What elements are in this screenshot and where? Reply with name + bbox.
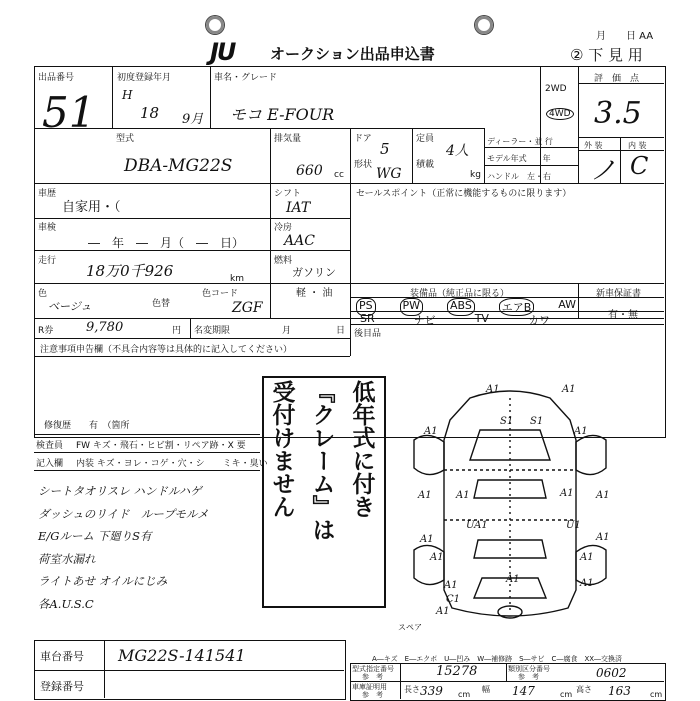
equip-airbag: エアB (499, 298, 535, 316)
date-labels: 月 日 AA (596, 31, 654, 42)
width-value: 147 (512, 684, 535, 698)
model-label: 型式 (116, 134, 135, 144)
recycle-label: R券 (38, 326, 54, 336)
shift-value: IAT (286, 200, 311, 216)
diagram-mark: A1 (574, 426, 588, 437)
diagram-mark: A1 (506, 574, 520, 585)
score-label: 評 価 点 (594, 74, 640, 84)
diagram-mark: S1 (530, 416, 544, 427)
inspector-label: 検査員 (36, 441, 64, 451)
km-label: km (230, 274, 244, 284)
diagram-mark: A1 (580, 578, 594, 589)
diagram-mark: A1 (580, 552, 594, 563)
dealer-label: ディーラー・並 行 (487, 137, 553, 146)
punch-hole-right (475, 16, 493, 34)
width-label: 幅 (482, 685, 490, 694)
diagram-mark: C1 (446, 594, 461, 605)
grid-line (484, 147, 578, 148)
ref-label-2: 参 考 (518, 673, 539, 681)
grid-line (484, 128, 485, 183)
note-line: ライトあせ オイルにじみ (38, 574, 168, 588)
grid-line (190, 318, 191, 338)
grid-line (506, 663, 507, 681)
capacity-label: 定員 (416, 134, 435, 144)
note-line: E/Gルーム 下廻りS有 (38, 529, 152, 543)
grid-line (34, 283, 664, 284)
form-title: オークション出品申込書 (270, 45, 435, 63)
stamp-text (262, 380, 382, 604)
grid-line (270, 183, 271, 318)
car-grade-label: 車名・グレード (214, 73, 278, 83)
grid-line (34, 470, 260, 471)
recycle-value: 9,780 (86, 320, 124, 335)
diagram-mark: A1 (444, 580, 458, 591)
history-label: 車歴 (38, 189, 57, 199)
ref-label-1: 参 考 (362, 673, 383, 681)
cert-label: 車庫証明用 (352, 683, 387, 691)
exterior-label: 外 装 (584, 141, 603, 150)
name-change-label: 名変期限 (194, 326, 231, 336)
kg-label: kg (470, 170, 481, 180)
repair-history-label: 修復歴 有 （箇所 (44, 421, 130, 431)
equip-sr: SR (360, 312, 375, 325)
grid-line (34, 318, 664, 319)
grid-line (412, 128, 413, 183)
diagram-mark: A1 (424, 426, 438, 437)
grid-line (34, 128, 484, 129)
entry-label: 記入欄 (36, 459, 64, 469)
equip-leather: カワ (527, 314, 550, 327)
yen-label: 円 (172, 326, 182, 336)
stamp-line: 『クレーム』は (308, 380, 336, 541)
diagram-mark: U1 (566, 520, 581, 531)
grid-line (34, 452, 260, 453)
height-value: 163 (608, 684, 631, 698)
grid-line (350, 128, 351, 356)
mileage-label: 走行 (38, 256, 57, 266)
equip-navi: ナビ (413, 314, 436, 327)
note-line: 各A.U.S.C (38, 596, 94, 611)
load-label: 積載 (416, 160, 435, 170)
grid-line (350, 681, 664, 682)
equip-ps: PS (356, 298, 376, 316)
punch-hole-left (206, 16, 224, 34)
inspector-codes: FW キズ・飛石・ヒビ割・リペア跡・X 要 (76, 441, 246, 451)
warranty-label: 新車保証書 (596, 289, 642, 299)
color-code-value: ZGF (232, 300, 263, 316)
model-year-label: モデル年式 年 (487, 154, 551, 163)
diagram-mark: A1 (560, 488, 574, 499)
cc-label: cc (334, 170, 344, 180)
grid-line (34, 338, 350, 339)
equipment-label: 装備品（純正品に限る） (410, 289, 510, 299)
rear-seat-label: 後目品 (354, 329, 382, 339)
day-label: 日 (336, 326, 346, 336)
capacity-value: 4人 (446, 143, 469, 159)
diagram-mark: A1 (456, 490, 470, 501)
cm-label-1: cm (458, 690, 471, 699)
shape-label: 形状 (354, 160, 373, 170)
shift-label: シフト (274, 189, 302, 199)
entry-codes: 内装 キズ・ヨレ・コゲ・穴・シ ミキ・臭い (76, 459, 268, 469)
first-reg-label: 初度登録年月 (117, 73, 172, 83)
grid-line (34, 218, 350, 219)
height-label: 高さ (576, 685, 592, 694)
diagram-mark: S1 (500, 416, 514, 427)
score-value: 3.5 (594, 96, 642, 131)
chassis-no-value: MG22S-141541 (118, 646, 246, 665)
cooler-value: AAC (284, 233, 315, 249)
class-no-value: 0602 (596, 666, 627, 680)
copy-label: ② 下 見 用 (570, 46, 643, 64)
note-line: 荷室水漏れ (38, 551, 96, 566)
inspection-date: ― 年 ― 月（ ― 日） (88, 236, 245, 250)
equip-aw: AW (558, 298, 576, 311)
grid-line (270, 128, 271, 183)
fuel-label: 燃料 (274, 256, 293, 266)
diagram-mark: UA1 (466, 520, 488, 531)
diagram-mark: A1 (430, 552, 444, 563)
drive-4wd-label: 4WD (546, 108, 574, 120)
diagram-mark: A1 (436, 606, 450, 617)
type-no-label: 型式指定番号 (352, 665, 394, 673)
equip-pw: PW (400, 298, 424, 316)
sales-point-label: セールスポイント（正常に機能するものに限ります） (356, 189, 572, 199)
stamp-line: 低年式に付き (348, 380, 376, 518)
color-change-label: 色替 (152, 299, 171, 309)
color-value: ベージュ (48, 300, 92, 313)
chassis-no-label: 車台番号 (40, 650, 84, 663)
history-value: 自家用・（ (62, 200, 121, 215)
diagram-mark: A1 (420, 534, 434, 545)
exterior-grade-value: ノ (590, 156, 617, 186)
grid-line (578, 283, 579, 318)
mileage-value: 18万0千926 (86, 262, 174, 280)
grid-line (34, 356, 350, 357)
grid-line (112, 66, 113, 128)
year-value: 18 (140, 104, 160, 122)
inspection-label: 車検 (38, 223, 57, 233)
doors-value: 5 (380, 140, 390, 158)
grid-line (104, 640, 105, 698)
era-value: H (122, 88, 133, 102)
interior-label: 内 装 (628, 141, 647, 150)
cm-label-2: cm (560, 690, 573, 699)
cooler-label: 冷房 (274, 223, 293, 233)
type-no-value: 15278 (436, 664, 478, 679)
drive-2wd-label: 2WD (545, 84, 567, 94)
reg-no-label: 登録番号 (40, 680, 84, 693)
length-label: 長さ (404, 685, 420, 694)
grid-line (34, 183, 664, 184)
month-value: 9月 (182, 112, 204, 127)
length-value: 339 (420, 684, 443, 698)
grid-line (210, 66, 211, 128)
interior-grade-value: C (630, 152, 649, 180)
grid-line (34, 434, 260, 435)
model-value: DBA-MG22S (124, 156, 233, 176)
grid-line (578, 137, 664, 138)
doors-label: ドア (354, 134, 372, 144)
diagram-mark: A1 (418, 490, 432, 501)
diagram-mark: A1 (596, 532, 610, 543)
equip-abs: ABS (447, 298, 475, 316)
grid-line (484, 165, 578, 166)
fuel-light-label: 軽 ・ 油 (296, 288, 333, 299)
notes-label: 注意事項申告欄（不具合内容等は具体的に記入してください） (40, 345, 293, 355)
fuel-value: ガソリン (292, 266, 336, 279)
displacement-label: 排気量 (274, 134, 302, 144)
diagram-mark: A1 (596, 490, 610, 501)
ju-logo: JU (210, 38, 235, 66)
equipment-row-2 (360, 312, 550, 328)
shape-value: WG (376, 166, 402, 182)
warranty-value: 有・無 (608, 310, 638, 321)
stamp-line: 受付けません (268, 380, 296, 518)
grid-line (34, 670, 344, 671)
diagram-mark: A1 (562, 384, 576, 395)
car-name-value: モコ E-FOUR (230, 105, 335, 124)
handle-label: ハンドル 左・右 (487, 172, 551, 181)
grid-line (400, 663, 401, 699)
cm-label-3: cm (650, 690, 663, 699)
note-line: シートタオリスレ ハンドルハゲ (38, 484, 202, 498)
diagram-mark: A1 (486, 384, 500, 395)
color-code-label: 色コード (202, 289, 239, 299)
handwritten-notes (38, 480, 268, 615)
displacement-value: 660 (296, 163, 323, 179)
class-no-label: 類別区分番号 (508, 665, 550, 673)
grid-line (620, 137, 621, 183)
color-label: 色 (38, 289, 48, 299)
lot-no-label: 出品番号 (38, 73, 75, 83)
lot-no-value: 51 (42, 88, 96, 137)
damage-legend: A―キズ E―エクボ U―凹み W―補修跡 S―サビ C―腐食 XX―交換済 (372, 655, 623, 663)
spare-label: スペア (398, 623, 422, 632)
month-label: 月 (282, 326, 292, 336)
note-line: ダッシュのリイド ループモルメ (38, 506, 209, 521)
ref-label-3: 参 考 (362, 691, 383, 699)
equip-tv: TV (474, 312, 489, 325)
